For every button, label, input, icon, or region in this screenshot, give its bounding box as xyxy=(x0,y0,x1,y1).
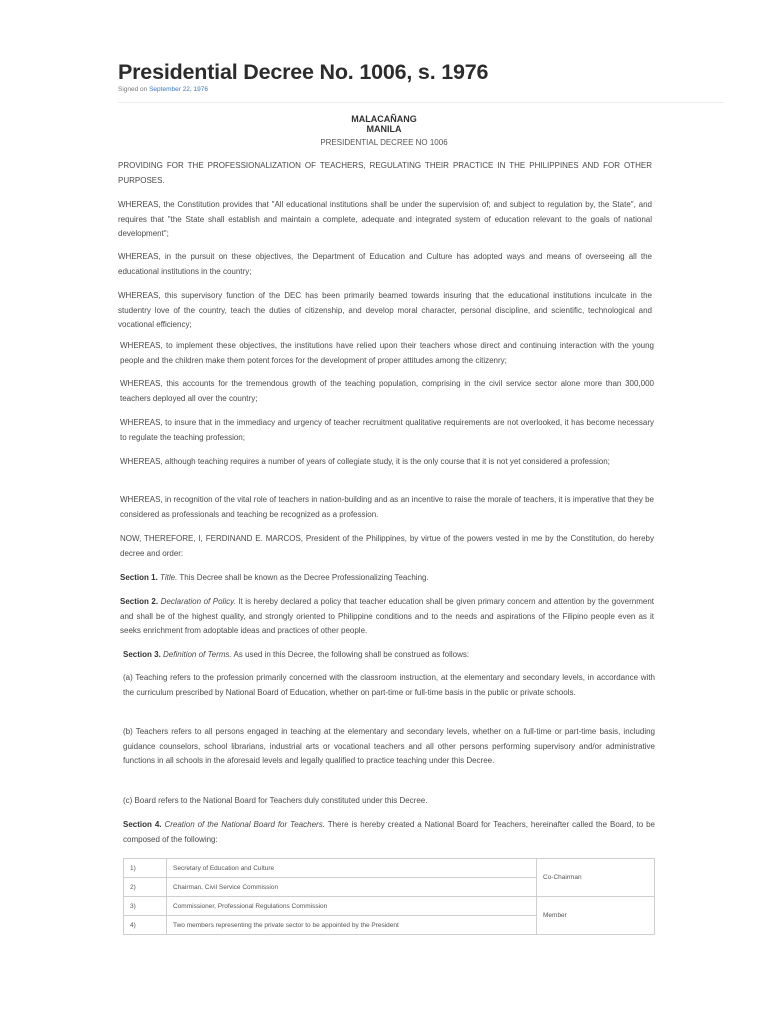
section-3-label: Section 3. xyxy=(123,650,161,659)
section-4-title: Creation of the National Board for Teachers. xyxy=(164,820,325,829)
board-role-cochair: Co-Chairman xyxy=(537,859,655,897)
whereas-2: WHEREAS, in the pursuit on these objectives, the Department of Education and Culture has adopted ways and means of overseeing all the educational institutions in the country; xyxy=(118,252,652,276)
section-2-text: It is hereby declared a policy that teacher education shall be given primary concern and attention by the government and shall be of the highest quality, and strongly oriented to Philippine conditions and to the needs and aspirations of the Filipino people even as it seeks enrichment from adoptable ideas and practices of other people. xyxy=(120,597,654,635)
whereas-4: WHEREAS, to implement these objectives, the institutions have relied upon their teachers whose direct and continuing interaction with the young people and the children make them potent forces for the development of proper attitudes among the citizenry; xyxy=(120,341,654,365)
section-3-title: Definition of Terms. xyxy=(163,650,232,659)
section-4 xyxy=(123,818,655,847)
whereas-5: WHEREAS, this accounts for the tremendous growth of the teaching population, comprising in the civil service sector alone more than 300,000 teachers deployed all over the country; xyxy=(120,379,654,403)
section-1-title: Title. xyxy=(160,573,178,582)
whereas-1: WHEREAS, the Constitution provides that "All educational institutions shall be under the supervision of; and subject to regulation by, the State", and requires that "the State shall establish and maintain a complete, adequate and integrated system of education relevant to the goals of national development"; xyxy=(118,200,652,238)
board-member: Two members representing the private sector to be appointed by the President xyxy=(167,916,537,935)
title-divider xyxy=(118,102,724,103)
section-3-c: (c) Board refers to the National Board for Teachers duly constituted under this Decree. xyxy=(123,796,428,805)
section-1 xyxy=(120,571,654,586)
board-composition-table xyxy=(123,858,655,935)
whereas-8: WHEREAS, in recognition of the vital role of teachers in nation-building and as an incentive to raise the morale of teachers, it is imperative that they be considered as professionals and teaching be recognized as a profession. xyxy=(120,495,654,519)
row-number: 1) xyxy=(124,859,167,878)
board-role-member: Member xyxy=(537,897,655,935)
header-line-1: MALACAÑANG xyxy=(351,114,417,124)
header-line-2: MANILA xyxy=(366,124,402,134)
board-member: Chairman, Civil Service Commission xyxy=(167,878,537,897)
section-2 xyxy=(120,595,654,639)
table-row xyxy=(124,859,655,878)
section-1-text: This Decree shall be known as the Decree Professionalizing Teaching. xyxy=(177,573,429,582)
whereas-6: WHEREAS, to insure that in the immediacy and urgency of teacher recruitment qualitative requirements are not overlooked, it has become necessary to regulate the teaching profession; xyxy=(120,418,654,442)
section-3-a: (a) Teaching refers to the profession primarily concerned with the classroom instruction, at the elementary and secondary levels, in accordance with the curriculum prescribed by National Board of Education, whether on part-time or full-time basis in the public or private schools. xyxy=(123,673,655,697)
whereas-7: WHEREAS, although teaching requires a number of years of collegiate study, it is the only course that it is not yet considered a profession; xyxy=(120,457,610,466)
section-3-b: (b) Teachers refers to all persons engaged in teaching at the elementary and secondary levels, whether on a full-time or part-time basis, including guidance counselors, school librarians, industrial arts or vocational teachers and all other persons performing supervisory and/or administrative functions in all schools in the aforesaid levels and legally qualified to practice teaching under this Decree. xyxy=(123,727,655,765)
board-member: Secretary of Education and Culture xyxy=(167,859,537,878)
whereas-3: WHEREAS, this supervisory function of the DEC has been primarily beamed towards insuring that the educational institutions inculcate in the studentry love of the country, teach the duties of citizenship, and develop moral character, personal discipline, and scientific, technological and vocational efficiency; xyxy=(118,291,652,329)
section-2-label: Section 2. xyxy=(120,597,159,606)
preamble: PROVIDING FOR THE PROFESSIONALIZATION OF TEACHERS, REGULATING THEIR PRACTICE IN THE PHILIPPINES AND FOR OTHER PURPOSES. xyxy=(118,161,652,185)
row-number: 4) xyxy=(124,916,167,935)
page-title: Presidential Decree No. 1006, s. 1976 xyxy=(118,60,489,84)
section-4-text: There is hereby created a National Board for Teachers, hereinafter called the Board, to be composed of the following: xyxy=(123,820,655,844)
section-1-label: Section 1. xyxy=(120,573,158,582)
signed-prefix: Signed on xyxy=(118,86,150,93)
board-member: Commissioner, Professional Regulations Commission xyxy=(167,897,537,916)
row-number: 3) xyxy=(124,897,167,916)
therefore-clause: NOW, THEREFORE, I, FERDINAND E. MARCOS, President of the Philippines, by virtue of the powers vested in me by the Constitution, do hereby decree and order: xyxy=(120,534,654,558)
signed-date-link[interactable]: September 22, 1976 xyxy=(149,86,208,93)
section-3 xyxy=(123,648,655,663)
signed-line xyxy=(118,86,208,93)
section-2-title: Declaration of Policy. xyxy=(160,597,236,606)
section-4-label: Section 4. xyxy=(123,820,162,829)
row-number: 2) xyxy=(124,878,167,897)
table-row xyxy=(124,897,655,916)
header-malacanang xyxy=(118,114,650,134)
header-decree-number: PRESIDENTIAL DECREE NO 1006 xyxy=(320,138,448,147)
section-3-text: As used in this Decree, the following shall be construed as follows: xyxy=(231,650,470,659)
